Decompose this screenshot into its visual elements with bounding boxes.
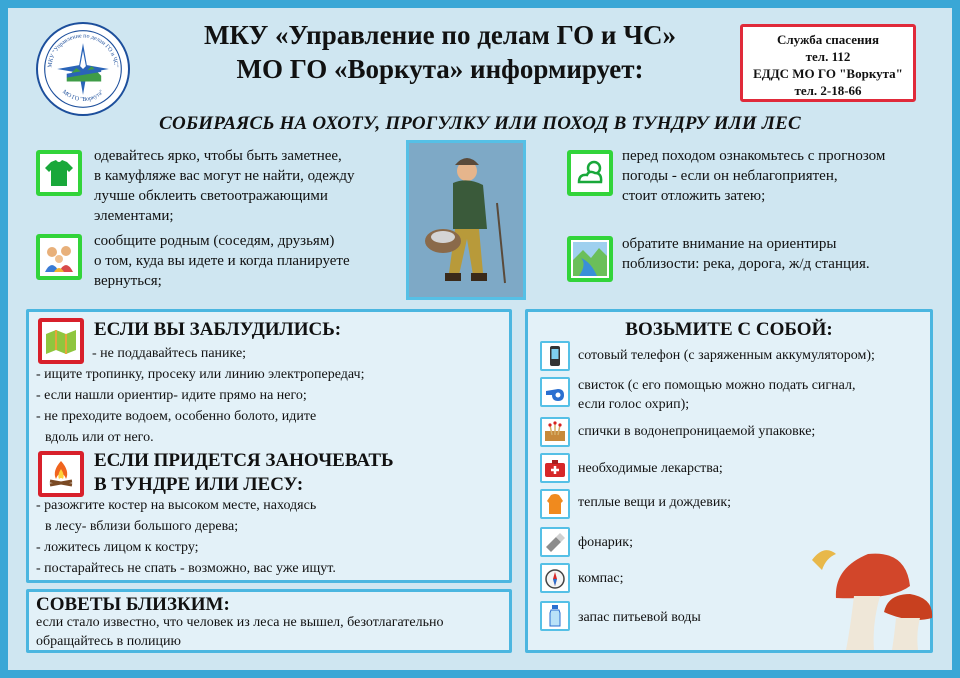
phone-icon (540, 341, 570, 371)
family-icon (36, 234, 82, 280)
kit-item-matches: спички в водонепроницаемой упаковке; (578, 424, 816, 439)
rescue-contacts-box (740, 24, 916, 102)
advice-text (36, 613, 506, 651)
lost-line: - ищите тропинку, просеку или линию электропередач; (36, 367, 365, 382)
night-heading-line-2: В ТУНДРЕ ИЛИ ЛЕСУ: (94, 474, 304, 495)
flashlight-icon (540, 527, 570, 557)
lost-heading: ЕСЛИ ВЫ ЗАБЛУДИЛИСЬ: (94, 319, 342, 340)
title-line-2: МО ГО «Воркута» информирует: (236, 54, 644, 84)
tip-line: перед походом ознакомьтесь с прогнозом (622, 148, 886, 164)
advice-line: обращайтесь в полицию (36, 634, 181, 649)
tip-landmarks (622, 234, 922, 274)
weather-icon (567, 150, 613, 196)
advice-line: если стало известно, что человек из леса не вышел, безотлагательно (36, 615, 444, 630)
rescue-line-3: ЕДДС МО ГО "Воркута" (753, 66, 903, 81)
tip-line: сообщите родным (соседям, друзьям) (94, 233, 335, 249)
rescue-line-2: тел. 112 (805, 49, 851, 64)
tip-line: в камуфляже вас могут не найти, одежду (94, 168, 355, 184)
kit-item-medicine: необходимые лекарства; (578, 461, 723, 476)
poster-title (160, 18, 720, 86)
tip-dress-bright (94, 146, 394, 226)
kit-item-line: свисток (с его помощью можно подать сигнал, (578, 378, 856, 393)
matches-icon (540, 417, 570, 447)
tip-line: стоит отложить затею; (622, 188, 766, 204)
water-bottle-icon (540, 601, 570, 631)
kit-heading: ВОЗЬМИТЕ С СОБОЙ: (625, 319, 833, 340)
kit-item-phone: сотовый телефон (с заряженным аккумулятором); (578, 348, 875, 363)
tip-line: обратите внимание на ориентиры (622, 236, 837, 252)
tip-line: элементами; (94, 208, 174, 224)
kit-item-compass: компас; (578, 571, 624, 586)
lost-line: - не преходите водоем, особенно болото, идите (36, 409, 317, 424)
night-heading-line-1: ЕСЛИ ПРИДЕТСЯ ЗАНОЧЕВАТЬ (94, 450, 394, 471)
tip-line: погоды - если он неблагоприятен, (622, 168, 838, 184)
hunter-illustration (406, 140, 526, 300)
kit-item-line: если голос охрип); (578, 397, 690, 412)
lost-line: вдоль или от него. (45, 430, 154, 445)
section-subtitle: СОБИРАЯСЬ НА ОХОТУ, ПРОГУЛКУ ИЛИ ПОХОД В ТУНДРУ ИЛИ ЛЕС (159, 113, 801, 134)
emergency-service-logo (36, 22, 130, 116)
night-instructions (36, 495, 506, 579)
logo-text-bottom: МО ГО "Воркута" (60, 89, 106, 103)
night-line: в лесу- вблизи большого дерева; (45, 519, 239, 534)
tshirt-icon (36, 150, 82, 196)
title-line-1: МКУ «Управление по делам ГО и ЧС» (203, 20, 677, 50)
tip-line: одевайтесь ярко, чтобы быть заметнее, (94, 148, 342, 164)
kit-item-warm-clothes: теплые вещи и дождевик; (578, 495, 732, 510)
lost-line: - не поддавайтесь панике; (92, 346, 247, 361)
tip-inform-relatives (94, 231, 394, 291)
night-line: - разожгите костер на высоком месте, находясь (36, 498, 317, 513)
kit-item-whistle (578, 376, 855, 414)
campfire-icon (38, 451, 84, 497)
raincoat-icon (540, 489, 570, 519)
rescue-line-1: Служба спасения (777, 32, 879, 47)
tip-weather-forecast (622, 146, 922, 206)
tip-line: о том, куда вы идете и когда планируете (94, 253, 350, 269)
mushroom-illustration (806, 520, 936, 655)
kit-item-flashlight: фонарик; (578, 535, 633, 550)
logo-text-top: МКУ "Управление по делам ГО и ЧС" (47, 33, 119, 68)
night-line: - постарайтесь не спать - возможно, вас уже ищут. (36, 561, 336, 576)
night-line: - ложитесь лицом к костру; (36, 540, 199, 555)
lost-instructions (36, 343, 506, 448)
rescue-line-4: тел. 2-18-66 (794, 83, 862, 98)
kit-item-water: запас питьевой воды (578, 610, 701, 625)
advice-heading: СОВЕТЫ БЛИЗКИМ: (36, 594, 230, 615)
first-aid-icon (540, 453, 570, 483)
tip-line: поблизости: река, дорога, ж/д станция. (622, 256, 870, 272)
landmark-map-icon (567, 236, 613, 282)
tip-line: лучше обклеить светоотражающими (94, 188, 328, 204)
lost-line: - если нашли ориентир- идите прямо на него; (36, 388, 307, 403)
whistle-icon (540, 377, 570, 407)
night-heading (94, 449, 394, 497)
tip-line: вернуться; (94, 273, 162, 289)
compass-icon (540, 563, 570, 593)
